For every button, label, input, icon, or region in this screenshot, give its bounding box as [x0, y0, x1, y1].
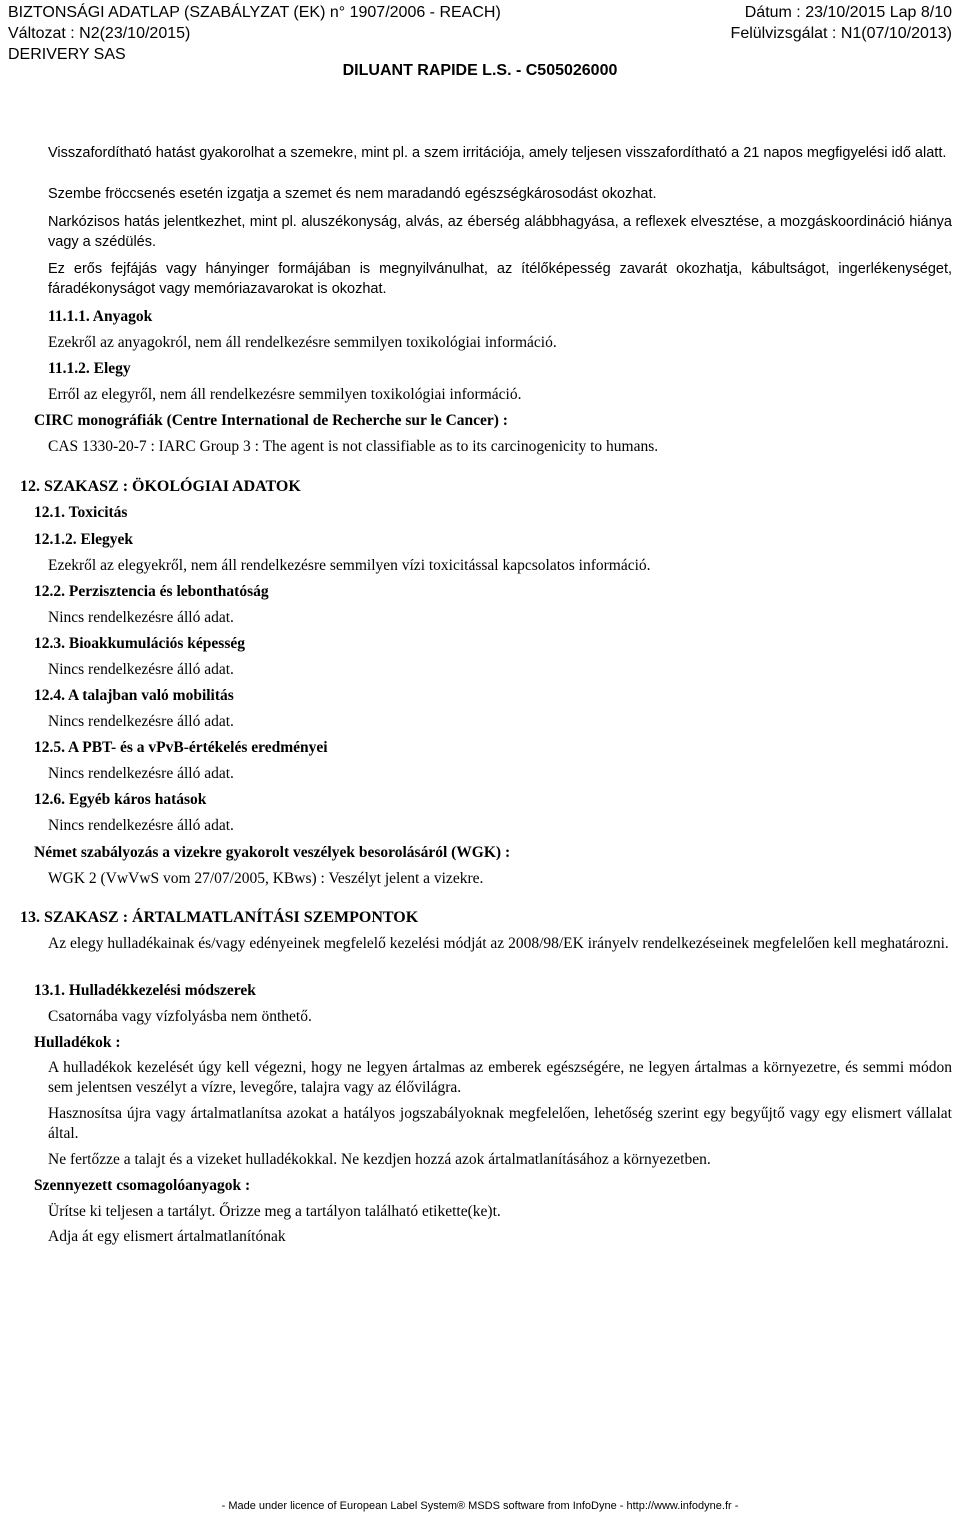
heading-other-effects: 12.6. Egyéb káros hatások	[34, 791, 207, 808]
heading-mixtures: 12.1.2. Elegyek	[34, 531, 134, 548]
company-name: DERIVERY SAS	[8, 46, 126, 63]
packaging-paragraph-2: Adja át egy elismert ártalmatlanítónak	[48, 1228, 286, 1245]
heading-toxicity: 12.1. Toxicitás	[34, 504, 128, 521]
substances-text: Ezekről az anyagokról, nem áll rendelkezésre semmilyen toxikológiai információ.	[48, 334, 557, 351]
heading-pbt: 12.5. A PBT- és a vPvB-értékelés eredményei	[34, 739, 328, 756]
heading-substances: 11.1.1. Anyagok	[48, 308, 153, 325]
pbt-text: Nincs rendelkezésre álló adat.	[48, 765, 234, 782]
bioaccumulation-text: Nincs rendelkezésre álló adat.	[48, 661, 234, 678]
revision: Felülvizsgálat : N1(07/10/2013)	[730, 25, 952, 42]
waste-methods-text: Csatornába vagy vízfolyásba nem önthető.	[48, 1008, 312, 1025]
persistence-text: Nincs rendelkezésre álló adat.	[48, 609, 234, 626]
section-13-title: 13. SZAKASZ : ÁRTALMATLANÍTÁSI SZEMPONTOK	[20, 909, 419, 926]
heading-persistence: 12.2. Perzisztencia és lebonthatóság	[34, 583, 269, 600]
heading-waste: Hulladékok :	[34, 1034, 121, 1051]
heading-waste-methods: 13.1. Hulladékkezelési módszerek	[34, 982, 256, 999]
section-13-intro: Az elegy hulladékainak és/vagy edényeinek megfelelő kezelési módját az 2008/98/EK irányelv rendelkezéseinek megfelelően kell meghatározni.	[48, 935, 949, 952]
tox-paragraph-2: Szembe fröccsenés esetén izgatja a szemet és nem maradandó egészségkárosodást okozhat.	[48, 186, 657, 202]
heading-packaging: Szennyezett csomagolóanyagok :	[34, 1177, 251, 1194]
document-title: BIZTONSÁGI ADATLAP (SZABÁLYZAT (EK) n° 1907/2006 - REACH)	[8, 4, 501, 21]
page-header	[8, 2, 952, 65]
tox-paragraph-1: Visszafordítható hatást gyakorolhat a szemekre, mint pl. a szem irritációja, amely teljesen visszafordítható a 21 napos megfigyelési idő alatt.	[48, 145, 947, 161]
version: Változat : N2(23/10/2015)	[8, 25, 191, 42]
packaging-paragraph-1: Ürítse ki teljesen a tartályt. Őrizze meg a tartályon található etikette(ke)t.	[48, 1203, 501, 1220]
product-name: DILUANT RAPIDE L.S. - C505026000	[342, 62, 618, 79]
waste-paragraph-2: Hasznosítsa újra vagy ártalmatlanítsa azokat a hatályos jogszabályoknak megfelelően, lehetőség szerint egy begyűjtő vagy egy elismert vállalat által.	[48, 1105, 952, 1142]
page-footer: - Made under licence of European Label System® MSDS software from InfoDyne - http://www.infodyne.fr -	[221, 1500, 739, 1512]
mixture-text: Erről az elegyről, nem áll rendelkezésre semmilyen toxikológiai információ.	[48, 386, 522, 403]
mobility-text: Nincs rendelkezésre álló adat.	[48, 713, 234, 730]
heading-circ: CIRC monográfiák (Centre International de Recherche sur le Cancer) :	[34, 412, 508, 429]
heading-wgk: Német szabályozás a vizekre gyakorolt veszélyek besorolásáról (WGK) :	[34, 844, 511, 861]
date-page: Dátum : 23/10/2015 Lap 8/10	[744, 4, 952, 21]
heading-mobility: 12.4. A talajban való mobilitás	[34, 687, 234, 704]
mixtures-text: Ezekről az elegyekről, nem áll rendelkezésre semmilyen vízi toxicitással kapcsolatos információ.	[48, 557, 651, 574]
section-12-title: 12. SZAKASZ : ÖKOLÓGIAI ADATOK	[20, 478, 301, 495]
wgk-text: WGK 2 (VwVwS vom 27/07/2005, KBws) : Veszélyt jelent a vizekre.	[48, 870, 484, 887]
heading-bioaccumulation: 12.3. Bioakkumulációs képesség	[34, 635, 246, 652]
heading-mixture: 11.1.2. Elegy	[48, 360, 131, 377]
other-effects-text: Nincs rendelkezésre álló adat.	[48, 817, 234, 834]
waste-paragraph-3: Ne fertőzze a talajt és a vizeket hulladékokkal. Ne kezdjen hozzá azok ártalmatlanításához a környezetben.	[48, 1151, 711, 1168]
waste-paragraph-1: A hulladékok kezelését úgy kell végezni, hogy ne legyen ártalmas az emberek egészségére, ne legyen ártalmas a környezetre, és semmi módon sem jelentsen veszélyt a vízre, levegőre, talajra vagy az élővilágra.	[48, 1059, 952, 1096]
circ-text: CAS 1330-20-7 : IARC Group 3 : The agent is not classifiable as to its carcinogenicity to humans.	[48, 438, 659, 455]
tox-paragraph-3: Narkózisos hatás jelentkezhet, mint pl. aluszékonyság, alvás, az éberség alábbhagyása, a reflexek elvesztése, a mozgáskoordináció hiánya vagy a szédülés.	[48, 214, 952, 250]
tox-paragraph-4: Ez erős fejfájás vagy hányinger formájában is megnyilvánulhat, az ítélőképesség zavarát okozhatja, kábultságot, ingerlékenységet, fáradékonyságot vagy memóriazavarokat is okozhat.	[48, 261, 952, 297]
